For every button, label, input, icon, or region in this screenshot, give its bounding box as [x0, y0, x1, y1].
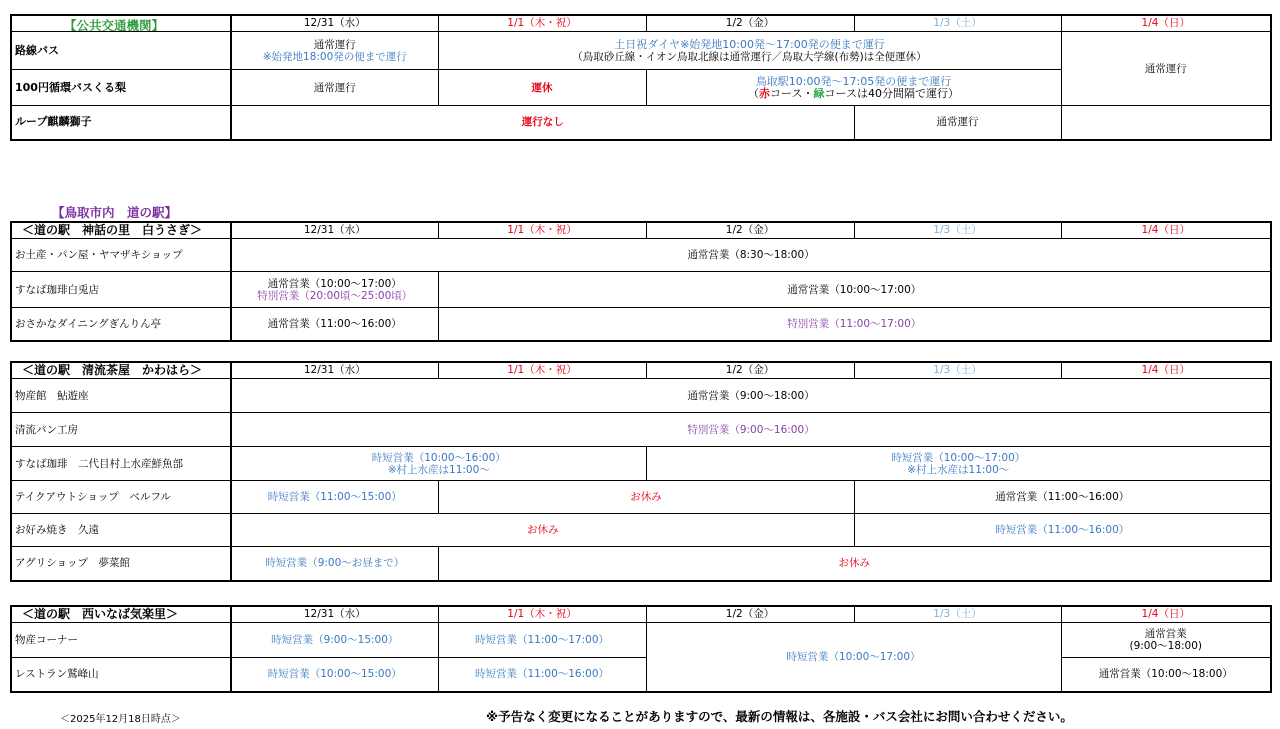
schedule-cell: 時短営業（11:00～16:00）: [438, 658, 646, 692]
schedule-cell: お休み: [438, 547, 1271, 581]
transport-table: [10, 14, 1272, 141]
day-header: 1/2（金）: [646, 222, 854, 239]
schedule-cell: 時短営業（10:00～17:00）: [646, 623, 1061, 692]
schedule-cell: 通常営業（11:00～16:00）: [854, 481, 1271, 514]
row-label: 物産館 鮎遊座: [11, 379, 231, 413]
schedule-cell: 通常営業（11:00～16:00）: [231, 308, 438, 341]
venue-name: ＜道の駅 神話の里 白うさぎ＞: [11, 222, 231, 239]
row-label-kururi-bus: 100円循環バスくる梨: [11, 70, 231, 106]
schedule-cell: 時短営業（10:00～15:00）: [231, 658, 438, 692]
day-header: 1/2（金）: [646, 15, 854, 32]
schedule-cell: [1061, 106, 1271, 140]
row-label: おさかなダイニングぎんりん亭: [11, 308, 231, 341]
day-header: 1/2（金）: [646, 362, 854, 379]
day-header: 12/31（水）: [231, 362, 438, 379]
day-header: 1/3（土）: [854, 362, 1061, 379]
row-label: お土産・パン屋・ヤマザキショップ: [11, 239, 231, 272]
venue-name: ＜道の駅 西いなば気楽里＞: [11, 606, 231, 623]
day-header: 12/31（水）: [231, 222, 438, 239]
row-label: 物産コーナー: [11, 623, 231, 658]
schedule-cell: 運行なし: [231, 106, 854, 140]
row-label: すなば珈琲 二代目村上水産鮮魚部: [11, 447, 231, 481]
row-label-rosen-bus: 路線バス: [11, 32, 231, 70]
row-label: レストラン鷲峰山: [11, 658, 231, 692]
row-label: 清流パン工房: [11, 413, 231, 447]
schedule-cell: 通常営業（8:30～18:00）: [231, 239, 1271, 272]
day-header: 1/1（木・祝）: [438, 362, 646, 379]
row-label: テイクアウトショップ ベルフル: [11, 481, 231, 514]
as-of-date: ＜2025年12月18日時点＞: [60, 714, 181, 725]
day-header: 1/1（木・祝）: [438, 222, 646, 239]
day-header: 1/1（木・祝）: [438, 15, 646, 32]
schedule-cell: お休み: [438, 481, 854, 514]
schedule-cell: 通常運行: [1061, 32, 1271, 106]
schedule-cell: 時短営業（11:00～15:00）: [231, 481, 438, 514]
transport-section-title: 【公共交通機関】: [64, 18, 165, 33]
schedule-cell: お休み: [231, 514, 854, 547]
schedule-cell: 時短営業（9:00～15:00）: [231, 623, 438, 658]
schedule-cell: 時短営業（10:00～16:00） ※村上水産は11:00～: [231, 447, 646, 481]
day-header: 1/4（日）: [1061, 15, 1271, 32]
notice-text: ※予告なく変更になることがありますので、最新の情報は、各施設・バス会社にお問い合わせください。: [486, 709, 1073, 724]
shirousagi-table: [10, 221, 1272, 342]
schedule-cell: 時短営業（11:00～16:00）: [854, 514, 1271, 547]
row-label: すなば珈琲白兎店: [11, 272, 231, 308]
schedule-cell: 土日祝ダイヤ※始発地10:00発～17:00発の便まで運行 （鳥取砂丘線・イオン鳥取北線は通常運行／鳥取大学線(布勢)は全便運休）: [438, 32, 1061, 70]
day-header: 1/1（木・祝）: [438, 606, 646, 623]
day-header: 1/4（日）: [1061, 606, 1271, 623]
schedule-cell: 時短営業（10:00～17:00） ※村上水産は11:00～: [646, 447, 1271, 481]
day-header: 12/31（水）: [231, 606, 438, 623]
schedule-cell: 特別営業（9:00～16:00）: [231, 413, 1271, 447]
michinoeki-section-title: 【鳥取市内 道の駅】: [52, 205, 178, 220]
day-header: 1/3（土）: [854, 15, 1061, 32]
row-label: アグリショップ 夢菜館: [11, 547, 231, 581]
schedule-cell: 通常営業（9:00～18:00）: [231, 379, 1271, 413]
day-header: 1/4（日）: [1061, 362, 1271, 379]
schedule-cell: 通常営業（10:00～17:00） 特別営業（20:00頃～25:00頃）: [231, 272, 438, 308]
day-header: 1/2（金）: [646, 606, 854, 623]
day-header: 1/3（土）: [854, 606, 1061, 623]
day-header: 1/3（土）: [854, 222, 1061, 239]
kawahara-table: [10, 361, 1272, 582]
nishiinaba-table: [10, 605, 1272, 693]
schedule-cell: 通常営業（10:00～17:00）: [438, 272, 1271, 308]
row-label: お好み焼き 久遠: [11, 514, 231, 547]
schedule-cell: 通常営業（10:00～18:00）: [1061, 658, 1271, 692]
schedule-cell: 時短営業（11:00～17:00）: [438, 623, 646, 658]
venue-name: ＜道の駅 清流茶屋 かわはら＞: [11, 362, 231, 379]
schedule-cell: 通常営業 (9:00～18:00): [1061, 623, 1271, 658]
day-header: 1/4（日）: [1061, 222, 1271, 239]
row-label-loop-kirin: ループ麒麟獅子: [11, 106, 231, 140]
schedule-cell: 鳥取駅10:00発～17:05発の便まで運行 （赤コース・緑コースは40分間隔で運行）: [646, 70, 1061, 106]
schedule-cell: 運休: [438, 70, 646, 106]
schedule-cell: 時短営業（9:00～お昼まで）: [231, 547, 438, 581]
schedule-cell: 通常運行 ※始発地18:00発の便まで運行: [231, 32, 438, 70]
schedule-cell: 特別営業（11:00～17:00）: [438, 308, 1271, 341]
schedule-cell: 通常運行: [231, 70, 438, 106]
schedule-cell: 通常運行: [854, 106, 1061, 140]
day-header: 12/31（水）: [231, 15, 438, 32]
